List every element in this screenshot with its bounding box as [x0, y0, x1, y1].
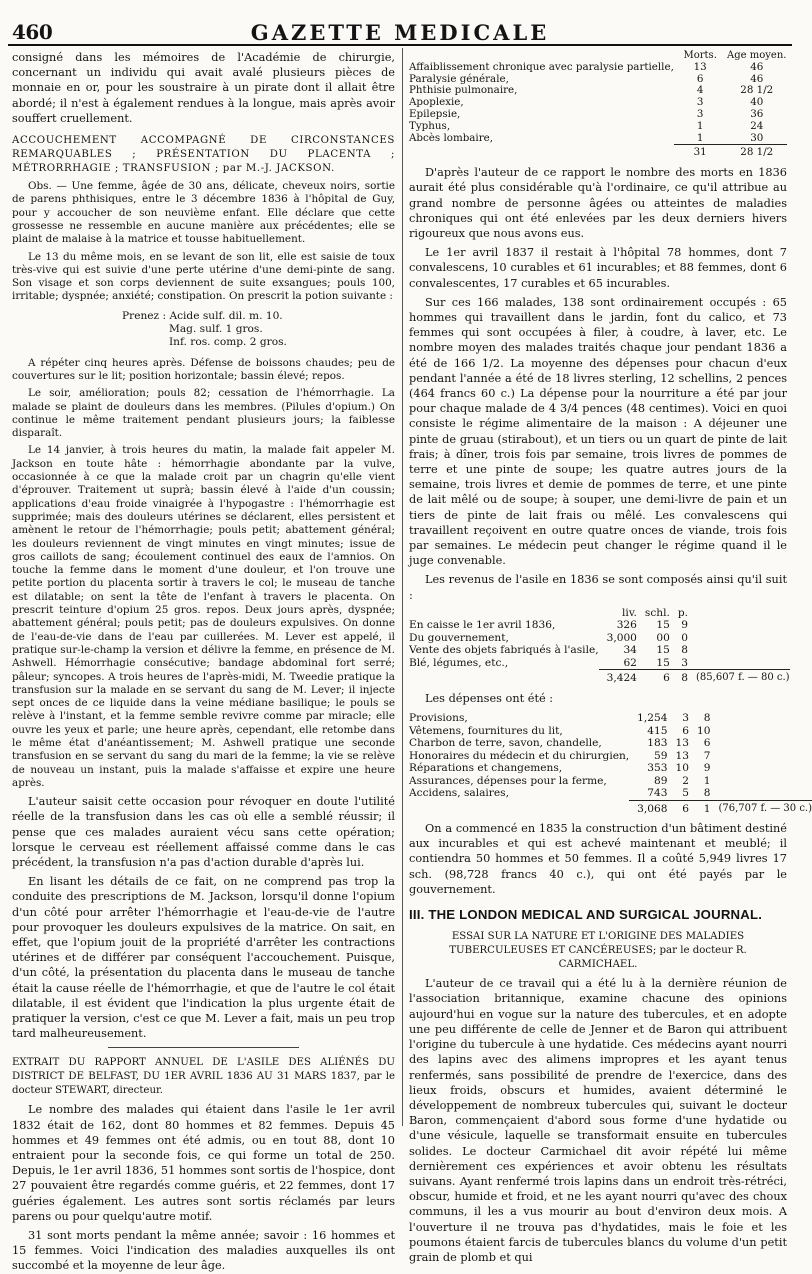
- row-label: Epilepsie,: [409, 107, 461, 120]
- paragraph-1835: On a commencé en 1835 la construction d'un bâtiment destiné aux incurables et qui est achevé maintenant et meublé; il contiendra 50 hommes et 50 femmes. Il a coûté 5,949 livres 17 sch. (98,728 francs 40 c.), qui ont été payés par le gouvernement.: [409, 822, 787, 896]
- expenses-row: [409, 737, 812, 750]
- row-value: 326: [616, 619, 637, 632]
- row-label: Blé, légumes, etc.,: [409, 657, 509, 670]
- paragraph-soir: Le soir, amélioration; pouls 82; cessation de l'hémorrhagie. La malade se plaint de douleurs dans les membres. (Pilules d'opium.) On continue le même traitement pendant plusieurs jours; la faiblesse disparaît.: [12, 387, 395, 440]
- row-value: 1: [696, 131, 704, 144]
- prescription: [122, 310, 395, 349]
- page-header: [8, 14, 792, 44]
- row-value: 1,254: [637, 712, 668, 725]
- mortality-row: [409, 133, 787, 145]
- section-title-extrait: EXTRAIT DU RAPPORT ANNUEL DE L'ASILE DES ALIÉNÉS DU DISTRICT DE BELFAST, DU 1ER AVRIL 1836 AU 31 MARS 1837, par le docteur STEWART, directeur.: [12, 1057, 395, 1097]
- row-value: 8: [703, 712, 711, 725]
- row-value: 8: [703, 787, 711, 800]
- row-value: 30: [750, 131, 764, 144]
- expenses-total-row: [409, 800, 812, 815]
- header-schellins: schl.: [644, 606, 670, 619]
- row-value: 13: [675, 737, 689, 750]
- row-value: 13: [675, 749, 689, 762]
- masthead-title: GAZETTE MEDICALE: [250, 20, 550, 45]
- row-value: 4: [696, 84, 704, 97]
- section-separator: [108, 1047, 300, 1048]
- column-divider: [402, 48, 403, 1126]
- total-cell: 6: [637, 670, 670, 685]
- row-value: 743: [647, 787, 668, 800]
- paragraph-auteur: L'auteur saisit cette occasion pour révoquer en doute l'utilité réelle de la transfusion dans les cas où elle a semblé réussir; il pense que ces malades auraient vécu sans cette opération; lorsque le cerveau est réellement affaissé comme dans le cas précédent, la transfusion n'a pas d'action durable d'après lui.: [12, 795, 395, 869]
- prescription-line: Prenez : Acide sulf. dil. m. 10.: [122, 309, 283, 322]
- expenses-row: [409, 787, 812, 800]
- revenue-table: [409, 607, 790, 685]
- section-title-accouchement: [12, 134, 395, 176]
- expenses-row: [409, 712, 812, 725]
- row-value: 40: [750, 96, 764, 109]
- paragraph-14-janvier: Le 14 janvier, à trois heures du matin, la malade fait appeler M. Jackson en toute hâte : hémorrhagie abondante par la vulve, occasionnée à ce que la malade croit par un chagrin qu'elle vient d'éprouver. Traitement ut suprà; bassin élevé à l'aide d'un coussin; applications d'eau froide vinaigrée à l'hypogastre : l'hémorrhagie est supprimée; mais des douleurs utérines se déclarent, elles persistent et amènent le retour de l'hémorrhagie; pouls petit; abattement général; les douleurs reviennent de vingt minutes en vingt minutes; issue de gros caillots de sang; écoulement continuel des eaux de l'amnios. On touche la femme dans le moment d'une douleur, et l'on trouve une petite portion du placenta sortir à travers le col; le museau de tanche est dilatable; on sent la tête de l'enfant à travers le placenta. On prescrit teinture d'opium 25 gros. repos. Deux jours après, dyspnée; abattement général; pouls petit; pas de douleurs expulsives. On donne de l'eau-de-vie dans de l'eau par cuillerées. M. Lever est appelé, il pratique sur-le-champ la version et délivre la femme, en présence de M. Ashwell. Hémorrhagie consécutive; bandage abdominal fort serré; pâleur; syncopes. A trois heures de l'après-midi, M. Tweedie pratique la transfusion sur la malade en se servant du sang de M. Lever; il injecte sept onces de ce liquide dans la veine médiane basilique; le pouls se relève à l'instant, et la femme semble revivre comme par miracle; elle ouvre les yeux et parle; une heure après, cependant, elle retombe dans le même état d'anéantissement; M. Ashwell pratique une seconde transfusion en se servant du sang du mari de la femme; la vie se relève de nouveau un instant, puis la malade s'affaisse et expire une heure après.: [12, 444, 395, 789]
- total-age: 28 1/2: [727, 145, 787, 159]
- row-value: 183: [647, 737, 668, 750]
- row-value: 89: [654, 774, 668, 787]
- revenue-row: [409, 632, 790, 645]
- expenses-table: [409, 712, 812, 815]
- row-value: 13: [693, 60, 707, 73]
- paragraph-13: Le 13 du même mois, en se levant de son lit, elle est saisie de toux très-vive qui est suivie d'une perte utérine d'une demi-pinte de sang. Son visage et son corps deviennent de suite exsangues; pouls 100, irritable; dyspnée; anxiété; constipation. On prescrit la potion suivante :: [12, 250, 395, 303]
- expenses-row: [409, 762, 812, 775]
- row-value: 3: [682, 712, 689, 725]
- row-label: Du gouvernement,: [409, 631, 509, 644]
- row-value: 59: [654, 749, 668, 762]
- row-value: 10: [675, 762, 689, 775]
- total-cell: 3,424: [599, 670, 637, 685]
- row-value: 15: [656, 644, 670, 657]
- row-value: 62: [623, 656, 637, 669]
- paragraph-166: Sur ces 166 malades, 138 sont ordinairement occupés : 65 hommes qui travaillent dans le jardin, font du calico, et 73 femmes qui sont occupées à filer, à coudre, à laver, etc. Le nombre moyen des malades traités chaque jour pendant 1836 a été de 166 1/2. La moyenne des dépenses pour chacun d'eux pendant l'année a été de 18 livres sterling, 12 schellins, 2 pences (464 francs 60 c.) La dépense pour la nourriture a été par jour pour chaque malade de 4 3/4 pences (48 centimes). Voici en quoi consiste le régime alimentaire de la maison : A déjeuner une pinte de gruau (stirabout), et un tiers ou un quart de pinte de lait frais; à dîner, trois fois par semaine, trois livres de pommes de terre et une pinte de soupe; les quatre autres jours de la semaine, trois livres et demie de pommes de terre, et une pinte de lait mêlé ou de soupe; à souper, une demi-livre de pain et un tiers de pinte de lait frais ou mêlé. Les convalescens qui travaillent reçoivent en outre quatre onces de viande, trois fois par semaines. Le médecin peut changer le régime quand il le juge convenable.: [409, 295, 787, 568]
- mortality-total-row: [409, 145, 787, 159]
- row-value: 34: [623, 644, 637, 657]
- row-label: Charbon de terre, savon, chandelle,: [409, 737, 602, 750]
- total-cell: 8: [670, 670, 688, 685]
- row-value: 2: [682, 774, 689, 787]
- paragraph-intro: consigné dans les mémoires de l'Académie de chirurgie, concernant un individu qui avait avalé plusieurs pièces de monnaie en or, pour les soustraire à un pirate dont il allait être abordé; il n'est à également rendues à la longue, mais après avoir souffert cruellement.: [12, 51, 395, 125]
- prescription-line: Inf. ros. comp. 2 gros.: [169, 335, 287, 348]
- total-cell: 6: [668, 800, 689, 815]
- row-value: 6: [682, 724, 689, 737]
- row-value: 15: [656, 656, 670, 669]
- paragraph-1837: Le 1er avril 1837 il restait à l'hôpital 78 hommes, dont 7 convalescens, 10 curables et 61 incurables; et 88 femmes, dont 6 convalescentes, 17 curables et 65 incurables.: [409, 246, 787, 290]
- header-age: Age moyen.: [727, 50, 787, 61]
- paragraph-malades: Le nombre des malades qui étaient dans l'asile le 1er avril 1832 était de 162, dont 80 hommes et 82 femmes. Depuis 45 hommes et 49 femmes ont été admis, ou en tout 88, dont 10 entraient pour la seconde fois, ce qui forme un total de 250. Depuis, le 1er avril 1836, 51 hommes sont sortis de l'hospice, dont 27 pouvaient être regardés comme guéris, et 22 femmes, dont 17 guéries également. Les autres sont sortis réclamés par leurs parens ou pour quelqu'autre motif.: [12, 1103, 395, 1223]
- row-label: Honoraires du médecin et du chirurgien,: [409, 749, 630, 762]
- paragraph-revenus: Les revenus de l'asile en 1836 se sont composés ainsi qu'il suit :: [409, 573, 787, 602]
- page-number: 460: [12, 20, 53, 44]
- row-value: 3: [696, 107, 704, 120]
- row-label: En caisse le 1er avril 1836,: [409, 619, 556, 632]
- row-value: 415: [647, 724, 668, 737]
- mortality-row: [409, 97, 787, 109]
- paragraph-observation: Obs. — Une femme, âgée de 30 ans, délicate, cheveux noirs, sortie de parens phthisiques, entre le 3 décembre 1836 à l'hôpital de Guy, pour y accoucher de son neuvième enfant. Elle déclare que cette grossesse ne ressemble en aucune manière aux précédentes; elle se plaint de malaise à la matrice et tousse habituellement.: [12, 180, 395, 246]
- expenses-row: [409, 775, 812, 788]
- row-label: Provisions,: [409, 712, 468, 725]
- expenses-row: [409, 725, 812, 738]
- row-value: 9: [681, 619, 689, 632]
- row-value: 1: [703, 774, 711, 787]
- expenses-row: [409, 750, 812, 763]
- row-label: Typhus,: [409, 119, 451, 132]
- section-title-text: ACCOUCHEMENT ACCOMPAGNÉ DE CIRCONSTANCES REMARQUABLES ; PRÉSENTATION DU PLACENTA ; MÉTRORRHAGIE ; TRANSFUSION ; par M.-J. JACKSON.: [12, 135, 395, 175]
- row-value: 15: [656, 619, 670, 632]
- paragraph-carmichael: L'auteur de ce travail qui a été lu à la dernière réunion de l'association britannique, examine chacune des opinions aujourd'hui en vogue sur la nature des tubercules, et en adopte une peu différente de celle de Jenner et de Baron qui attribuent l'origine du tubercule à une hydatide. Ces médecins ayant nourri des lapins avec des alimens impropres et les ayant tenus renfermés, sans possibilité de prendre de l'exercice, dans des lieux froids, obscurs et humides, avaient déterminé le développement de nombreux tubercules qui, suivant le docteur Baron, commençaient d'abord sous forme d'une hydatide ou d'une vésicule, laquelle se transformait ensuite en tubercules solides. Le docteur Carmichael dit avoir répété lui même dernièrement ces expériences et avoir obtenu les résultats suivans. Ayant renfermé trois lapins dans un endroit très-rétréci, obscur, humide et froid, et ne les ayant nourri qu'avec des choux communs, il les a vus mourir au bout d'environ deux mois. A l'ouverture il ne trouva pas d'hydatides, mais le foie et les poumons étaient farcis de tubercules blancs du volume d'un petit grain de plomb et qui: [409, 977, 787, 1264]
- row-value: 8: [681, 644, 689, 657]
- row-value: 7: [703, 749, 711, 762]
- left-column: [12, 50, 395, 1273]
- header-livres: liv.: [622, 606, 637, 619]
- row-value: 46: [750, 72, 764, 85]
- total-francs: (76,707 f. — 30 c.): [710, 800, 812, 815]
- row-value: 10: [696, 724, 711, 737]
- row-label: Vêtemens, fournitures du lit,: [409, 724, 563, 737]
- total-cell: 1: [689, 800, 710, 815]
- row-label: Abcès lombaire,: [409, 131, 494, 144]
- row-value: 0: [681, 631, 689, 644]
- row-value: 9: [703, 762, 711, 775]
- row-label: Affaiblissement chronique avec paralysie partielle,: [409, 60, 674, 73]
- row-value: 24: [750, 119, 764, 132]
- paragraph-morts: 31 sont morts pendant la même année; savoir : 16 hommes et 15 femmes. Voici l'indication des maladies auxquelles ils ont succombé et la moyenne de leur âge.: [12, 1229, 395, 1273]
- prescription-line: Mag. sulf. 1 gros.: [169, 322, 263, 335]
- row-label: Accidens, salaires,: [409, 787, 509, 800]
- journal-title: III. THE LONDON MEDICAL AND SURGICAL JOURNAL.: [409, 907, 763, 923]
- revenue-row: [409, 619, 790, 632]
- revenue-row: [409, 657, 790, 670]
- header-morts: Morts.: [683, 50, 717, 61]
- row-value: 28 1/2: [740, 84, 774, 97]
- row-value: 6: [703, 737, 711, 750]
- row-value: 5: [682, 787, 689, 800]
- mortality-row: [409, 109, 787, 121]
- total-francs: (85,607 f. — 80 c.): [688, 670, 790, 685]
- row-value: 46: [750, 60, 764, 73]
- revenue-header-row: [409, 607, 790, 620]
- total-morts: 31: [674, 145, 727, 159]
- revenue-row: [409, 644, 790, 657]
- row-label: Paralysie générale,: [409, 72, 509, 85]
- mortality-row: [409, 121, 787, 133]
- depenses-intro: Les dépenses ont été :: [425, 691, 554, 705]
- row-label: Assurances, dépenses pour la ferme,: [409, 774, 607, 787]
- row-value: 36: [750, 107, 764, 120]
- right-column: [409, 50, 812, 1264]
- essai-title: ESSAI SUR LA NATURE ET L'ORIGINE DES MALADIES TUBERCULEUSES ET CANCÉREUSES; par le docteur R. CARMICHAEL.: [449, 931, 747, 971]
- mortality-row: [409, 62, 787, 74]
- paragraph-repeter: A répéter cinq heures après. Défense de boissons chaudes; peu de couvertures sur le lit; position horizontale; bassin élevé; repos.: [12, 356, 395, 382]
- row-label: Réparations et changemens,: [409, 762, 563, 775]
- header-rule: [8, 44, 792, 46]
- row-value: 6: [696, 72, 704, 85]
- row-value: 3,000: [606, 631, 637, 644]
- row-value: 1: [696, 119, 704, 132]
- paragraph-lisant: En lisant les détails de ce fait, on ne comprend pas trop la conduite des prescriptions de M. Jackson, lorsqu'il donne l'opium d'un côté pour arrêter l'hémorrhagie et l'eau-de-vie de l'autre pour provoquer les douleurs expulsives de la matrice. On sait, en effet, que l'opium jouit de la propriété d'arrêter les contractions utérines et de différer par conséquent l'accouchement. Puisque, d'un côté, la présentation du placenta dans le museau de tanche était la cause réelle de l'hémorrhagie, et que de l'autre le col était dilatable, il est évident que l'indication la plus urgente était de pratiquer la version, c'est ce que M. Lever a fait, mais un peu trop tard malheureusement.: [12, 875, 395, 1041]
- mortality-row: [409, 85, 787, 97]
- row-value: 00: [656, 631, 670, 644]
- total-cell: 3,068: [629, 800, 667, 815]
- row-label: Phthisie pulmonaire,: [409, 84, 518, 97]
- row-value: 3: [681, 656, 689, 669]
- mortality-table: [409, 50, 787, 159]
- row-label: Apoplexie,: [409, 96, 464, 109]
- row-value: 3: [696, 96, 704, 109]
- revenue-total-row: [409, 670, 790, 685]
- row-value: 353: [647, 762, 668, 775]
- row-label: Vente des objets fabriqués à l'asile,: [409, 644, 599, 657]
- header-pences: p.: [677, 606, 689, 619]
- paragraph-rapport: D'après l'auteur de ce rapport le nombre des morts en 1836 aurait été plus considérable qu'à l'ordinaire, ce qu'il attribue au grand nombre de personne âgées ou atteintes de maladies chroniques qui ont été enlevées par les deux derniers hivers rigoureux que nous avons eus.: [409, 166, 787, 240]
